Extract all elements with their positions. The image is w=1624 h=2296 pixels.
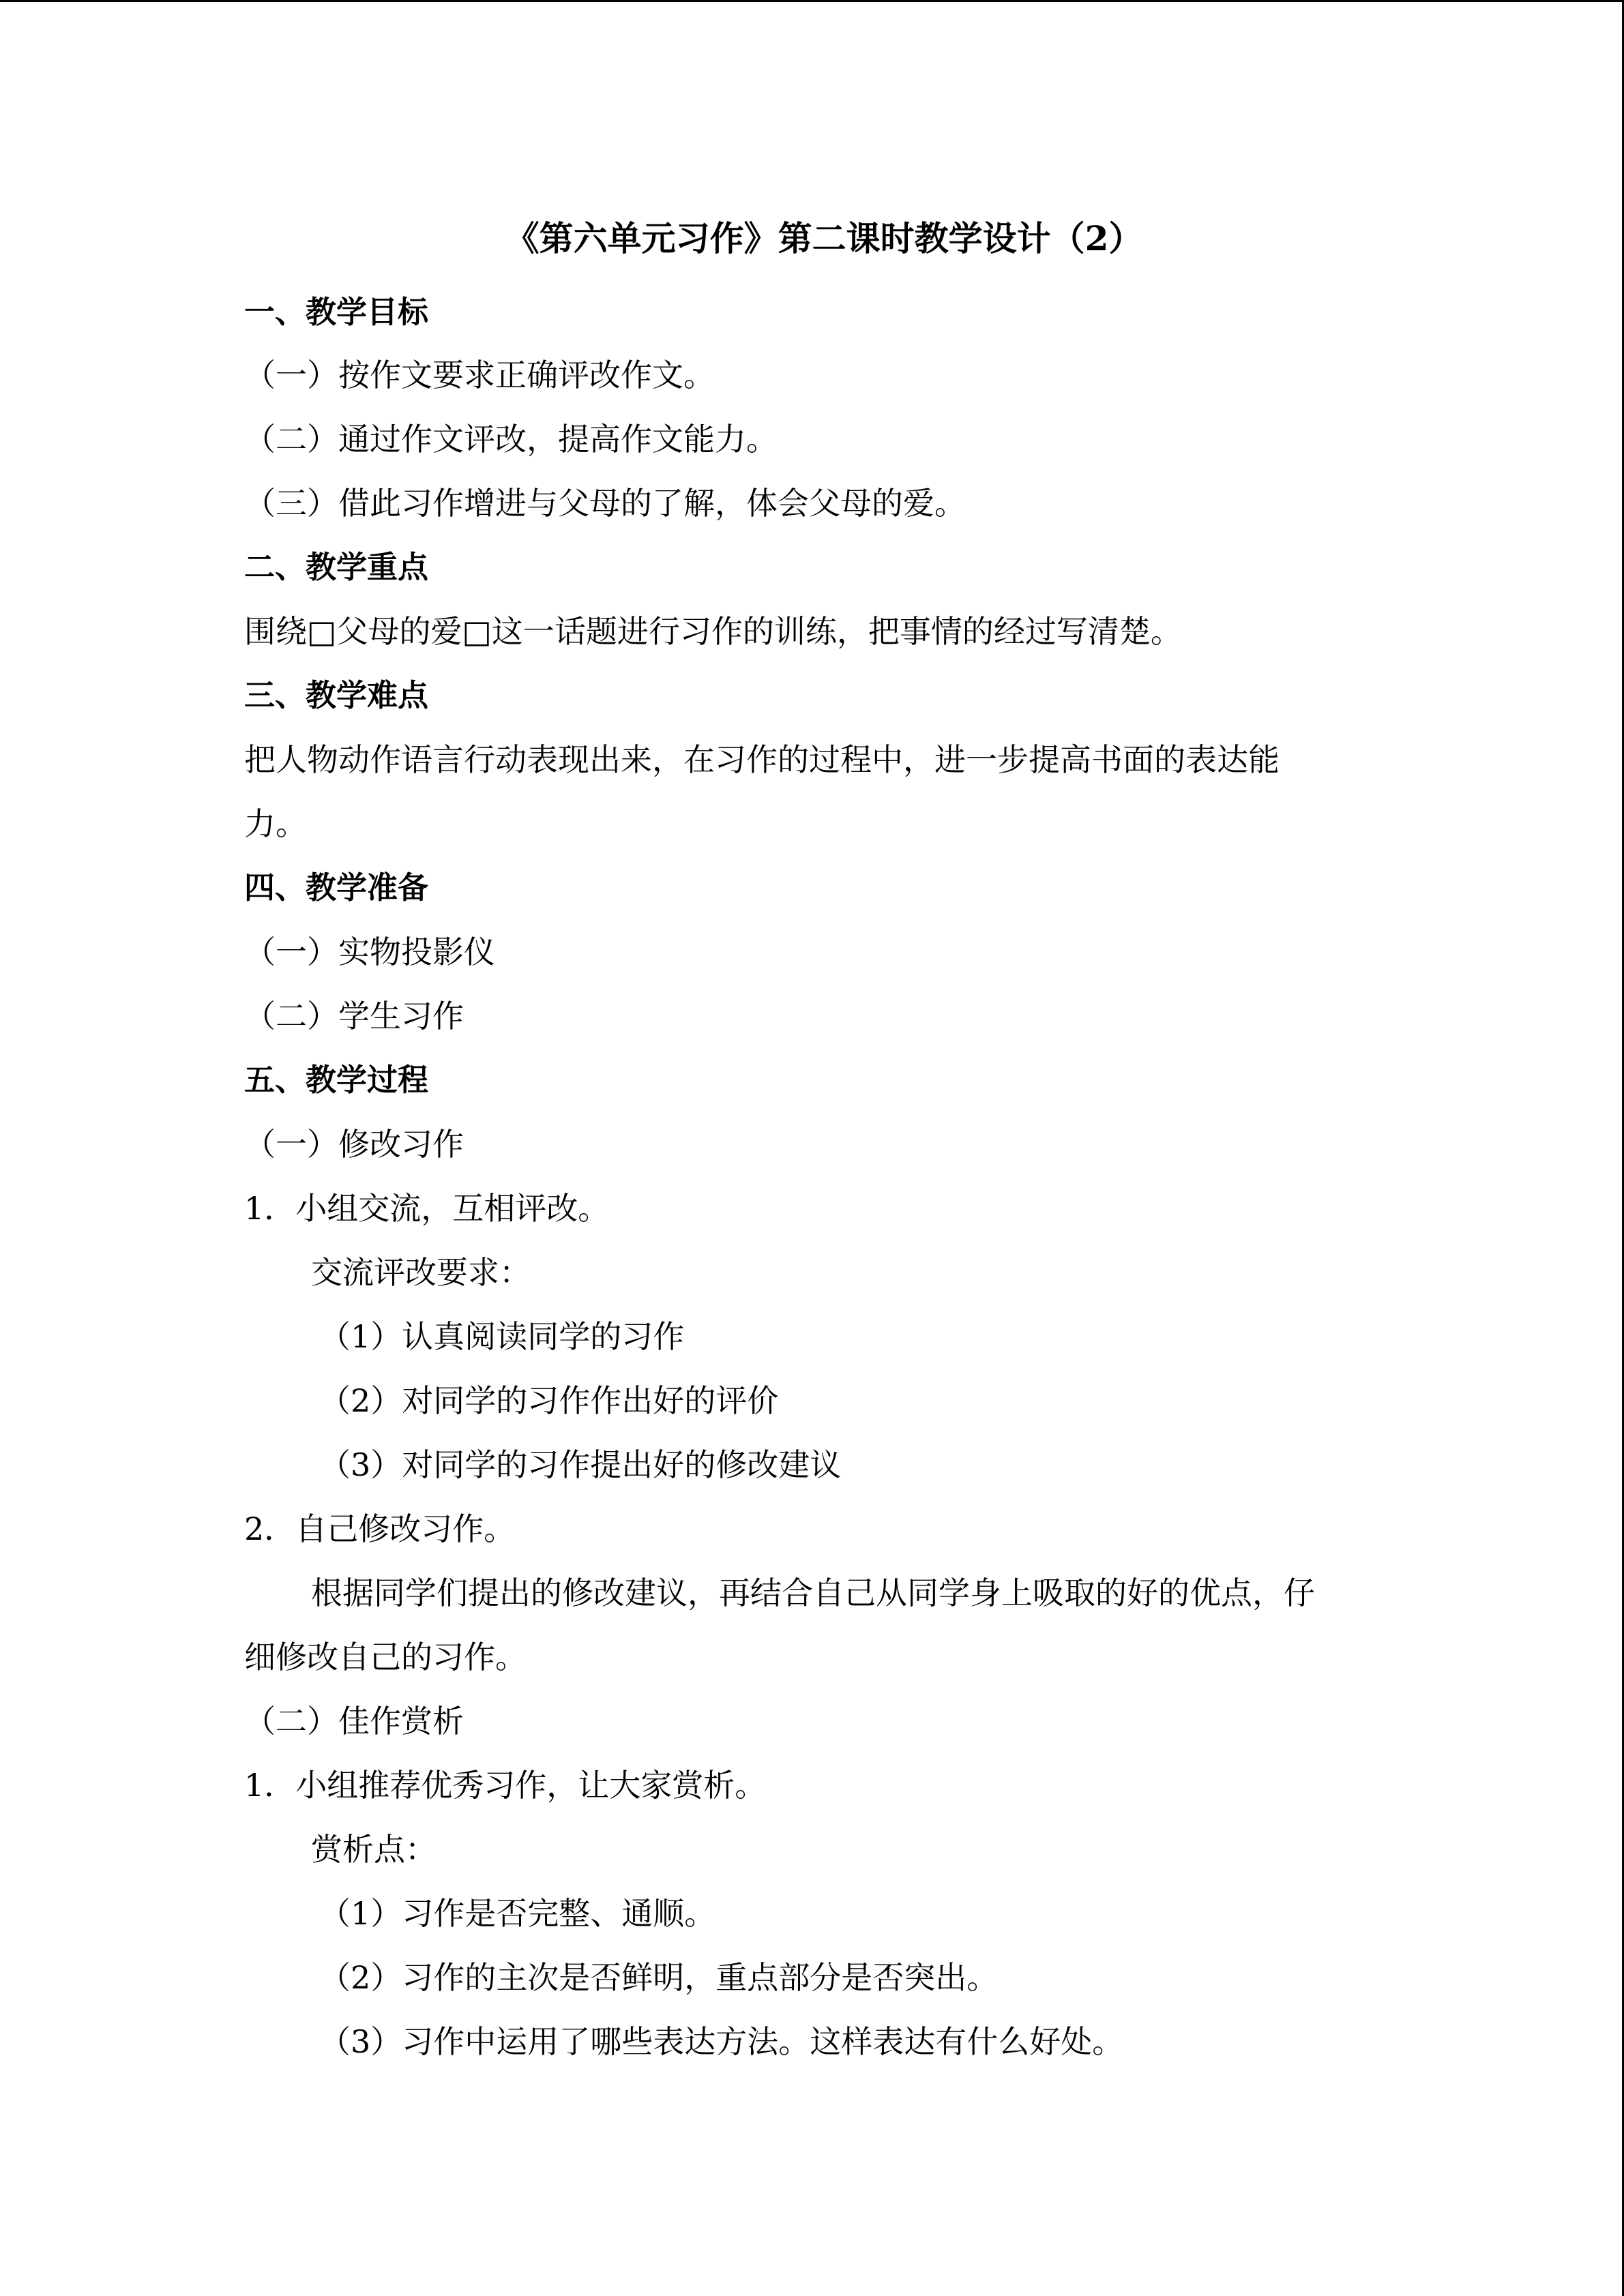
- page-border-top: [0, 0, 1624, 2]
- requirement-item-1: （1）认真阅读同学的习作: [319, 1318, 685, 1355]
- difficulties-text-line1: 把人物动作语言行动表现出来，在习作的过程中，进一步提高书面的表达能: [244, 741, 1280, 778]
- goal-item-2: （二）通过作文评改，提高作文能力。: [244, 421, 778, 458]
- process-part1-heading: （一）修改习作: [244, 1126, 464, 1163]
- process-part1-step1: 1．小组交流，互相评改。: [244, 1190, 610, 1227]
- page-title: 《第六单元习作》第二课时教学设计（2）: [505, 218, 1143, 258]
- appreciation-point-1: （1）习作是否完整、通顺。: [319, 1895, 716, 1932]
- preparation-item-1: （一）实物投影仪: [244, 934, 495, 970]
- step2-text-line1: 根据同学们提出的修改建议，再结合自己从同学身上吸取的好的优点，仔: [311, 1575, 1315, 1611]
- requirements-label: 交流评改要求：: [311, 1254, 531, 1291]
- goal-item-3: （三）借此习作增进与父母的了解，体会父母的爱。: [244, 485, 966, 522]
- section-heading-preparation: 四、教学准备: [244, 869, 429, 906]
- step2-text-line2: 细修改自己的习作。: [244, 1639, 527, 1675]
- preparation-item-2: （二）学生习作: [244, 998, 464, 1034]
- appreciation-point-2: （2）习作的主次是否鲜明，重点部分是否突出。: [319, 1959, 999, 1996]
- section-heading-process: 五、教学过程: [244, 1062, 429, 1098]
- process-part2-step1: 1．小组推荐优秀习作，让大家赏析。: [244, 1767, 767, 1804]
- difficulties-text-line2: 力。: [244, 805, 307, 842]
- section-heading-difficulties: 三、教学难点: [244, 677, 429, 713]
- process-part2-heading: （二）佳作赏析: [244, 1703, 464, 1740]
- section-heading-key-points: 二、教学重点: [244, 549, 429, 585]
- section-heading-goals: 一、教学目标: [244, 294, 429, 330]
- appreciation-points-label: 赏析点：: [311, 1831, 437, 1868]
- appreciation-point-3: （3）习作中运用了哪些表达方法。这样表达有什么好处。: [319, 2023, 1124, 2060]
- requirement-item-3: （3）对同学的习作提出好的修改建议: [319, 1446, 842, 1483]
- goal-item-1: （一）按作文要求正确评改作文。: [244, 357, 715, 393]
- process-part1-step2: 2．自己修改习作。: [244, 1510, 516, 1547]
- requirement-item-2: （2）对同学的习作作出好的评价: [319, 1382, 779, 1419]
- key-points-text: 围绕□父母的爱□这一话题进行习作的训练，把事情的经过写清楚。: [244, 613, 1182, 650]
